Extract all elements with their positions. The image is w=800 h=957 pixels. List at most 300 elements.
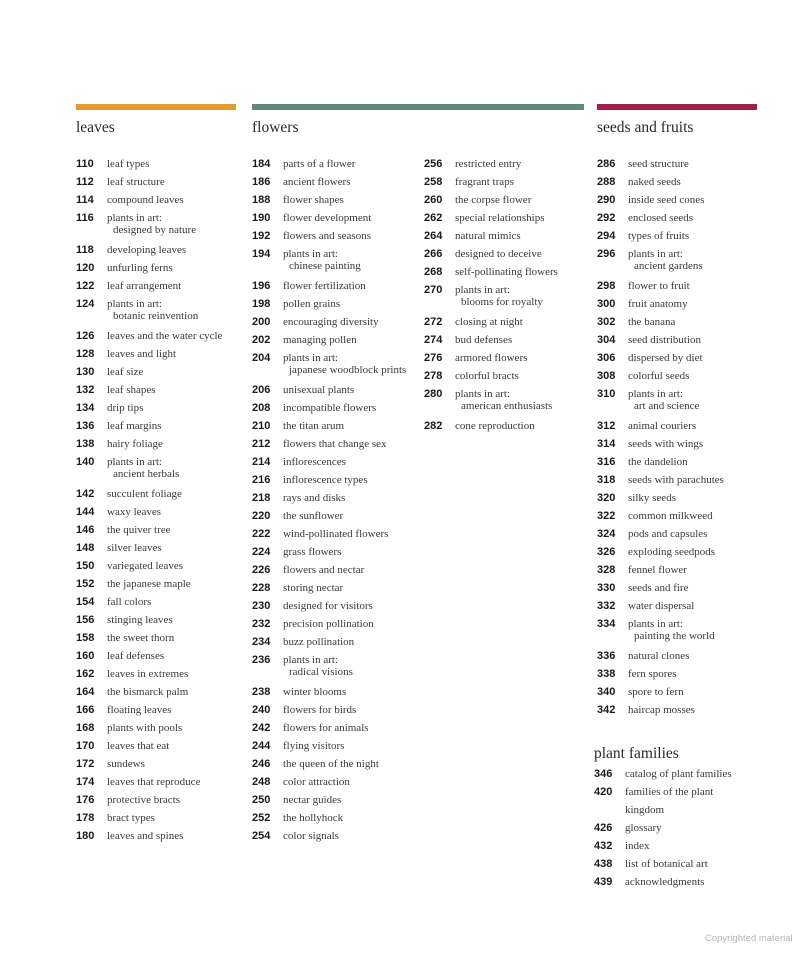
toc-entry [76, 701, 222, 719]
entry-title: restricted entry [455, 158, 522, 170]
toc-entry [252, 543, 406, 561]
entry-title: plants in art: [628, 618, 683, 630]
page-number: 254 [252, 830, 271, 842]
entry-titles [455, 313, 523, 331]
toc-entry [597, 417, 724, 435]
entry-titles [625, 837, 649, 855]
entry-title: ancient flowers [283, 176, 351, 188]
entry-titles [107, 701, 171, 719]
entry-title: natural clones [628, 650, 690, 662]
entry-title: silky seeds [628, 492, 676, 504]
page-number: 308 [597, 370, 616, 382]
page-number: 192 [252, 230, 271, 242]
entry-title: variegated leaves [107, 560, 184, 572]
entry-titles [455, 331, 512, 349]
entry-title: the hollyhock [283, 812, 344, 824]
entry-titles [107, 191, 184, 209]
toc-entry [252, 435, 406, 453]
toc-entry [597, 579, 724, 597]
entry-titles [283, 561, 364, 579]
entry-titles [283, 417, 344, 435]
entry-titles [107, 241, 186, 259]
entry-titles [283, 191, 344, 209]
entry-titles [107, 295, 198, 327]
entry-titles [628, 367, 689, 385]
entry-title: plants in art: [455, 284, 510, 296]
page-number: 318 [597, 474, 616, 486]
page-number: 332 [597, 600, 616, 612]
entry-title: color attraction [283, 776, 350, 788]
entry-title: drip tips [107, 402, 144, 414]
entry-subtitle: radical visions [289, 666, 353, 678]
page-number: 112 [76, 176, 94, 188]
entry-titles [283, 471, 368, 489]
toc-entry [424, 191, 558, 209]
toc-entry [252, 191, 406, 209]
section-title-plant-families: plant families [594, 745, 679, 762]
entry-title: waxy leaves [107, 506, 162, 518]
toc-entry [76, 417, 222, 435]
entry-title: leaves in extremes [107, 668, 189, 680]
toc-entry [76, 155, 222, 173]
entry-titles [107, 503, 161, 521]
page-number: 184 [252, 158, 271, 170]
entry-title: wind-pollinated flowers [283, 528, 389, 540]
toc-entry [594, 873, 732, 891]
entry-title: the queen of the night [283, 758, 379, 770]
entry-title: stinging leaves [107, 614, 173, 626]
entry-title: parts of a flower [283, 158, 356, 170]
toc-entry [252, 809, 406, 827]
entry-titles [283, 755, 379, 773]
toc-entry [597, 665, 724, 683]
toc-entry [252, 209, 406, 227]
entry-title: dispersed by diet [628, 352, 703, 364]
page-number: 236 [252, 654, 271, 666]
entry-subtitle: designed by nature [113, 224, 197, 236]
entry-titles [628, 683, 684, 701]
entry-title: leaf defenses [107, 650, 165, 662]
entry-title: types of fruits [628, 230, 690, 242]
toc-entry [252, 471, 406, 489]
toc-entry [76, 363, 222, 381]
toc-entry [252, 737, 406, 755]
entry-title: plants in art: [455, 388, 510, 400]
entry-title: catalog of plant families [625, 768, 732, 780]
page-number: 286 [597, 158, 616, 170]
entry-title: sundews [107, 758, 145, 770]
entry-title: fragrant traps [455, 176, 514, 188]
entry-subtitle: ancient herbals [113, 468, 180, 480]
page-number: 160 [76, 650, 95, 662]
section-title-flowers: flowers [252, 119, 299, 136]
page-number: 168 [76, 722, 95, 734]
toc-column-leaves [76, 155, 222, 845]
toc-entry [252, 791, 406, 809]
page-number: 212 [252, 438, 271, 450]
toc-entry [594, 855, 732, 873]
entry-titles [283, 313, 379, 331]
entry-titles [628, 525, 707, 543]
toc-entry [252, 227, 406, 245]
page-number: 118 [76, 244, 94, 256]
toc-entry [597, 191, 724, 209]
page-number: 244 [252, 740, 271, 752]
toc-entry [76, 791, 222, 809]
entry-title: list of botanical art [625, 858, 708, 870]
entry-title: fruit anatomy [628, 298, 688, 310]
entry-titles [628, 295, 688, 313]
entry-titles [455, 417, 535, 435]
entry-titles [455, 209, 545, 227]
page-number: 304 [597, 334, 616, 346]
toc-entry [76, 827, 222, 845]
entry-titles [283, 173, 351, 191]
entry-titles [107, 399, 143, 417]
entry-title: leaves and the water cycle [107, 330, 223, 342]
toc-entry [252, 399, 406, 417]
entry-title: leaf shapes [107, 384, 156, 396]
toc-entry [76, 539, 222, 557]
page-number: 152 [76, 578, 95, 590]
toc-entry [76, 773, 222, 791]
entry-title: protective bracts [107, 794, 180, 806]
page-number: 246 [252, 758, 271, 770]
toc-entry [597, 331, 724, 349]
page-number: 158 [76, 632, 95, 644]
entry-title: animal couriers [628, 420, 697, 432]
entry-title: inflorescences [283, 456, 346, 468]
entry-titles [628, 647, 689, 665]
page-number: 138 [76, 438, 95, 450]
toc-entry [252, 331, 406, 349]
entry-title: cone reproduction [455, 420, 535, 432]
entry-titles [283, 331, 357, 349]
entry-titles [283, 773, 350, 791]
entry-titles [107, 485, 182, 503]
page-number: 204 [252, 352, 271, 364]
entry-title: acknowledgments [625, 876, 705, 888]
entry-title: leaf structure [107, 176, 165, 188]
page-number: 294 [597, 230, 616, 242]
entry-title: succulent foliage [107, 488, 182, 500]
entry-title: spore to fern [628, 686, 684, 698]
entry-titles [455, 367, 519, 385]
entry-title: glossary [625, 822, 662, 834]
toc-entry [597, 209, 724, 227]
toc-entry [252, 349, 406, 381]
toc-entry [252, 755, 406, 773]
page-number: 330 [597, 582, 616, 594]
toc-entry [252, 773, 406, 791]
entry-title: bud defenses [455, 334, 513, 346]
toc-entry [424, 349, 558, 367]
entry-title: buzz pollination [283, 636, 355, 648]
entry-title: leaves that reproduce [107, 776, 201, 788]
page-number: 234 [252, 636, 271, 648]
page-number: 256 [424, 158, 443, 170]
entry-titles [107, 417, 161, 435]
page-number: 310 [597, 388, 616, 400]
page-number: 162 [76, 668, 95, 680]
entry-title: plants in art: [283, 654, 338, 666]
entry-title: haircap mosses [628, 704, 695, 716]
entry-titles [628, 665, 677, 683]
leaves-section-bar [76, 104, 236, 110]
entry-title: managing pollen [283, 334, 357, 346]
entry-titles [628, 435, 703, 453]
entry-titles [283, 737, 344, 755]
toc-entry [252, 651, 406, 683]
page-number: 156 [76, 614, 95, 626]
entry-title: the corpse flower [455, 194, 532, 206]
toc-entry [252, 155, 406, 173]
page-number: 258 [424, 176, 443, 188]
entry-title: leaf margins [107, 420, 162, 432]
entry-titles [107, 719, 182, 737]
entry-titles [107, 277, 181, 295]
entry-titles [625, 801, 664, 819]
section-title-leaves: leaves [76, 119, 115, 136]
page-number: 110 [76, 158, 94, 170]
entry-titles [283, 435, 387, 453]
toc-entry [597, 227, 724, 245]
page-number: 180 [76, 830, 95, 842]
seeds-section-bar [597, 104, 757, 110]
entry-titles [283, 209, 371, 227]
toc-entry [76, 521, 222, 539]
page-number: 252 [252, 812, 271, 824]
entry-title: flowers and nectar [283, 564, 365, 576]
entry-title: leaf size [107, 366, 144, 378]
entry-titles [455, 155, 521, 173]
toc-entry [252, 597, 406, 615]
toc-entry [597, 277, 724, 295]
page-number: 346 [594, 768, 613, 780]
page-number: 268 [424, 266, 443, 278]
entry-subtitle: art and science [634, 400, 700, 412]
page-number: 146 [76, 524, 95, 536]
entry-title: leaf arrangement [107, 280, 182, 292]
entry-title: flying visitors [283, 740, 345, 752]
entry-title: color signals [283, 830, 339, 842]
page-number: 316 [597, 456, 616, 468]
page-number: 190 [252, 212, 271, 224]
entry-title: leaf types [107, 158, 150, 170]
entry-subtitle: chinese painting [289, 260, 361, 272]
page-number: 208 [252, 402, 271, 414]
toc-entry [594, 783, 732, 801]
page-number: 230 [252, 600, 271, 612]
toc-entry [252, 615, 406, 633]
entry-titles [455, 173, 514, 191]
entry-titles [283, 525, 388, 543]
entry-subtitle: american enthusiasts [461, 400, 553, 412]
entry-titles [283, 579, 343, 597]
toc-entry [597, 435, 724, 453]
toc-column-flowers-2 [424, 155, 558, 435]
toc-entry [597, 561, 724, 579]
toc-entry [76, 485, 222, 503]
toc-entry [252, 417, 406, 435]
page-number: 164 [76, 686, 95, 698]
toc-entry [252, 295, 406, 313]
toc-entry [76, 173, 222, 191]
entry-title: plants in art: [628, 248, 683, 260]
entry-subtitle: botanic reinvention [113, 310, 199, 322]
page-number: 302 [597, 316, 616, 328]
toc-entry [76, 191, 222, 209]
page-number: 250 [252, 794, 271, 806]
entry-title: unisexual plants [283, 384, 355, 396]
entry-titles [628, 615, 715, 647]
entry-subtitle: painting the world [634, 630, 715, 642]
entry-title: bract types [107, 812, 155, 824]
page-number: 326 [597, 546, 616, 558]
entry-titles [455, 263, 558, 281]
entry-title: inside seed cones [628, 194, 705, 206]
toc-entry [252, 245, 406, 277]
entry-titles [628, 471, 724, 489]
toc-entry [76, 665, 222, 683]
page-number: 336 [597, 650, 616, 662]
toc-entry [252, 453, 406, 471]
toc-entry [597, 173, 724, 191]
entry-titles [283, 615, 374, 633]
entry-title: leaves that eat [107, 740, 170, 752]
entry-titles [625, 765, 732, 783]
entry-title: plants in art: [107, 298, 162, 310]
toc-entry [252, 173, 406, 191]
page-number: 214 [252, 456, 271, 468]
toc-entry [252, 525, 406, 543]
entry-titles [628, 507, 713, 525]
entry-title: fennel flower [628, 564, 687, 576]
toc-entry [252, 633, 406, 651]
entry-title: exploding seedpods [628, 546, 716, 558]
page-number: 296 [597, 248, 616, 260]
entry-titles [628, 543, 715, 561]
toc-entry [76, 737, 222, 755]
page-number: 172 [76, 758, 95, 770]
toc-entry [424, 385, 558, 417]
page-number: 126 [76, 330, 95, 342]
toc-entry [594, 801, 732, 819]
entry-title: leaves and light [107, 348, 177, 360]
toc-entry [597, 367, 724, 385]
entry-title: the titan arum [283, 420, 345, 432]
entry-title: unfurling ferns [107, 262, 173, 274]
entry-title: fern spores [628, 668, 677, 680]
entry-title: grass flowers [283, 546, 342, 558]
copyright-notice: Copyrighted material [705, 933, 793, 944]
section-title-seeds: seeds and fruits [597, 119, 694, 136]
entry-title: the quiver tree [107, 524, 171, 536]
page-number: 120 [76, 262, 95, 274]
page-number: 122 [76, 280, 95, 292]
toc-entry [76, 381, 222, 399]
page-number: 240 [252, 704, 271, 716]
entry-title: silver leaves [107, 542, 162, 554]
entry-titles [455, 245, 542, 263]
entry-titles [283, 827, 339, 845]
entry-titles [628, 385, 699, 417]
entry-title: encouraging diversity [283, 316, 379, 328]
toc-entry [76, 241, 222, 259]
entry-title: the sweet thorn [107, 632, 175, 644]
page-number: 274 [424, 334, 443, 346]
entry-titles [628, 277, 690, 295]
entry-titles [455, 281, 543, 313]
toc-entry [252, 683, 406, 701]
page-number: 202 [252, 334, 271, 346]
entry-title: seeds with parachutes [628, 474, 724, 486]
page-number: 116 [76, 212, 94, 224]
entry-title: seed distribution [628, 334, 702, 346]
flowers-section-bar [252, 104, 584, 110]
page-number: 188 [252, 194, 271, 206]
toc-entry [252, 561, 406, 579]
toc-entry [424, 417, 558, 435]
toc-entry [424, 155, 558, 173]
entry-titles [107, 381, 156, 399]
entry-titles [283, 277, 366, 295]
toc-entry [76, 611, 222, 629]
entry-titles [283, 453, 346, 471]
toc-entry [597, 313, 724, 331]
entry-title: flowers that change sex [283, 438, 387, 450]
page-number: 132 [76, 384, 95, 396]
page-number: 226 [252, 564, 271, 576]
page-number: 288 [597, 176, 616, 188]
entry-titles [283, 719, 369, 737]
entry-title: storing nectar [283, 582, 344, 594]
entry-titles [107, 611, 173, 629]
page-number: 228 [252, 582, 271, 594]
entry-titles [455, 385, 552, 417]
entry-title: the banana [628, 316, 676, 328]
page-number: 312 [597, 420, 616, 432]
page-number: 270 [424, 284, 443, 296]
page-number: 238 [252, 686, 271, 698]
toc-entry [252, 719, 406, 737]
page-number: 130 [76, 366, 95, 378]
entry-title: plants in art: [107, 212, 162, 224]
entry-titles [625, 819, 662, 837]
entry-titles [628, 245, 703, 277]
entry-titles [455, 349, 527, 367]
entry-title: the sunflower [283, 510, 344, 522]
page-number: 206 [252, 384, 271, 396]
entry-title: floating leaves [107, 704, 172, 716]
entry-title: special relationships [455, 212, 545, 224]
page-number: 186 [252, 176, 271, 188]
toc-entry [76, 435, 222, 453]
entry-titles [628, 701, 695, 719]
entry-titles [628, 313, 675, 331]
toc-entry [76, 209, 222, 241]
entry-title: precision pollination [283, 618, 374, 630]
entry-title: self-pollinating flowers [455, 266, 558, 278]
toc-entry [76, 557, 222, 575]
toc-entry [252, 381, 406, 399]
toc-entry [594, 765, 732, 783]
toc-column-flowers-1 [252, 155, 406, 845]
toc-entry [76, 327, 222, 345]
page-number: 322 [597, 510, 616, 522]
entry-title: flowers for birds [283, 704, 357, 716]
toc-entry [424, 173, 558, 191]
